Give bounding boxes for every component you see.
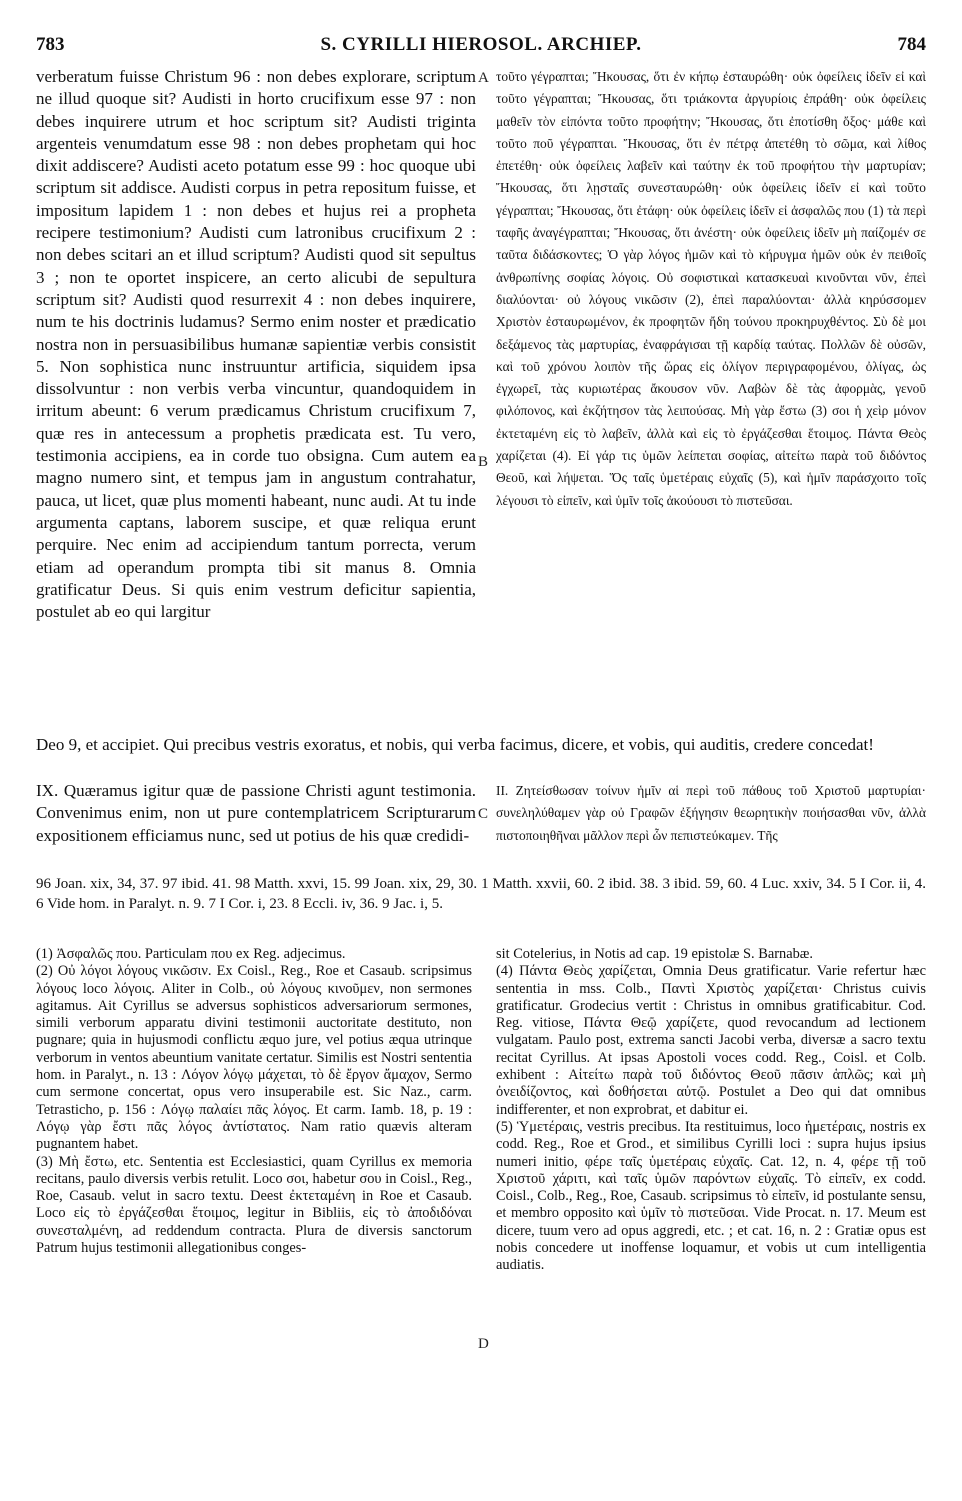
- note-4: (4) Πάντα Θεὸς χαρίζεται, Omnia Deus gratificatur. Varie refertur hæc sententia in mss. Colb., Παντὶ Χριστὸς χαρίζεται· Christus cuivis gratificatur. Grodecius vertit : Christus in omnibus gratificabitur. Cod. Reg. vitiose, Πάντα Θεῷ χαρίζετε, quod revocandum ad lectionem vulgatam. Paulo post, extrema sancti Jacobi verba, diversæ a sacro textu recitat Cyrillus. At ipsas Apostoli voces codd. Reg., Coisl. et Colb. exhibent : Αἰτείτω παρὰ τοῦ διδόντος Θεοῦ πᾶσιν ἁπλῶς; καὶ μὴ ὀνειδίζοντος, καὶ δοθήσεται αὐτῷ. Postulet a Deo qui dat omnibus indifferenter, et non exprobrat, et dabitur ei.: [496, 963, 926, 1118]
- notes-right-column: [496, 946, 926, 1275]
- scripture-references: [36, 874, 926, 914]
- latin-paragraph-ix: IX. Quæramus igitur quæ de passione Christi agunt testimonia. Convenimus enim, non ut pure contemplatricem Scripturarum expositionem efficiamus nunc, sed ut potius de his quæ credidi-: [36, 781, 476, 845]
- greek-column-top: [496, 66, 926, 512]
- note-3: (3) Μὴ ἔστω, etc. Sententia est Ecclesiastici, quam Cyrillus ex memoria recitans, paulo diversis verbis retulit. Loco σοι, habetur σου in Coisl., Reg., Roe, Casaub. velut in sacro textu. Deest ἐκτεταμένη in Roe et Casaub. Loco εἰς τὸ ἐργάζεσθαι ἕτοιμος, legitur in Bibliis, εἰς τὸ ἀποδιδόναι συνεσταλμένη, ad reddendum contracta. Plura de diversis sanctorum Patrum hujus testimonii allegationibus conges-: [36, 1153, 472, 1257]
- page-header: [36, 34, 926, 56]
- latin-paragraph: verberatum fuisse Christum 96 : non debes explorare, scriptum ne illud quoque sit? Audisti in horto crucifixum esse 97 : non debes inquirere utrum et hoc scriptum sit? Audisti triginta argenteis venumdatum esse 98 : non debes prophetam qui hoc dixit addiscere? Audisti aceto potatum esse 99 : hoc quoque ubi scriptum sit addisce. Audisti corpus in petra repositum fuisse, et impositum lapidem 1 : non debes et hujus rei a propheta recipere testimonium? Audisti cum latronibus crucifixum 2 : non debes scitari an et illud scriptum? Audisti quod sit sepultus 3 ; non te oportet inspicere, an certo alicubi de sepultura scriptum sit? Audisti quod resurrexit 4 : non debes inquirere, num te his doctrinis ludamus? Sermo enim noster et prædicatio nostra non in persuasibilibus humanæ sapientiæ verbis consistit 5. Non sophistica nunc instruuntur artificia, siquidem ipsa dissolvuntur : non verbis verba vincuntur, quandoquidem in irritum abeunt: 6 verum prædicamus Christum crucifixum 7, quæ res in antecessum a prophetis prædicata est. Tu vero, testimonia accipiens, ea in corde tuo obsigna. Cum autem ea magno numero sint, et tempus jam in angustum contrahatur, pauca, ut licet, quæ plus momenti habeant, nunc audi. At tu inde argumenta captans, laborem suscipe, et quæ reliqua erunt perquire. Nec enim ad accipiendum tantum porrecta, verum etiam ad operandum prompta tibi sit manus 8. Omnia gratificatur Deus. Si quis enim vestrum deficitur sapientia, postulet ab eo qui largitur: [36, 67, 476, 622]
- latin-column-top: [36, 66, 476, 623]
- note-3-continued: sit Cotelerius, in Notis ad cap. 19 epistolæ S. Barnabæ.: [496, 946, 813, 962]
- note-2: (2) Οὐ λόγοι λόγους νικῶσιν. Ex Coisl., Reg., Roe et Casaub. scripsimus λόγους loco λόγοις. Aliter in Colb., οὐ λόγους κινοῦμεν, non sermones agitamus. Ait Cyrillus se adversus sophisticos adversariorum sermones, simili verborum apparatu divini testimonii auctoritate destituto, non pugnare; quia in hujusmodi conflictu æquo jure, vel potius æqua utrinque verborum in ventos abeuntium vanitate certatur. Similis est Nostri sententia hom. in Paralyt., n. 13 : Λόγον λόγῳ μάχεται, τὸ δὲ ἔργον ἄμαχον, Sermo cum sermone concertat, opus vero insuperabile est. Sic Naz., carm. Tetrasticho, p. 156 : Λόγῳ παλαίει πᾶς λόγος. Et carm. Iamb. 18, p. 19 : Λόγῳ γὰρ ἔστι πᾶς λόγος ἀντίστατος. Nam ratio quævis alteram pugnantem habet.: [36, 963, 472, 1153]
- full-width-text: [36, 734, 926, 756]
- note-1: (1) Ἀσφαλῶς που. Particulam που ex Reg. adjecimus.: [36, 946, 346, 962]
- margin-letter-b: B: [478, 454, 489, 470]
- latin-column-section-ix: [36, 780, 476, 847]
- margin-letter-d: D: [478, 1336, 489, 1352]
- margin-letter-a: A: [478, 70, 489, 86]
- references-text: 96 Joan. xix, 34, 37. 97 ibid. 41. 98 Matth. xxvi, 15. 99 Joan. xix, 29, 30. 1 Matth. xxvii, 60. 2 ibid. 38. 3 ibid. 59, 60. 4 Luc. xxiv, 34. 5 I Cor. ii, 4. 6 Vide hom. in Paralyt. n. 9. 7 I Cor. i, 23. 8 Eccli. iv, 36. 9 Jac. i, 5.: [36, 876, 926, 912]
- greek-paragraph: τοῦτο γέγραπται; Ἤκουσας, ὅτι ἐν κήπῳ ἐσταυρώθη· οὐκ ὀφείλεις ἰδεῖν εἰ καὶ τοῦτο γέγραπται; Ἤκουσας, ὅτι τριάκοντα ἀργυρίοις ἐπράθη· οὐκ ὀφείλεις μαθεῖν τὸν εἰπόντα τοῦτο προφήτην; Ἤκουσας, ὅτι ἐποτίσθη ὄξος· μάθε καὶ τοῦτο ποῦ γέγραπται. Ἤκουσας, ὅτι ἐν πέτρᾳ ἀπετέθη τὸ σῶμα, καὶ λίθος ἐπετέθη· οὐκ ὀφείλεις λαβεῖν καὶ ταύτην ἐκ τοῦ προφήτου τὴν μαρτυρίαν; Ἤκουσας, ὅτι λῃσταῖς συνεσταυρώθη· οὐκ ὀφείλεις ἰδεῖν εἰ καὶ τοῦτο γέγραπται; Ἤκουσας, ὅτι ἐτάφη· οὐκ ὀφείλεις ἰδεῖν εἰ ἀσφαλῶς που (1) τὰ περὶ ταφῆς ἀναγέγραπται; Ἤκουσας, ὅτι ἀνέστη· οὐκ ὀφείλεις ἰδεῖν μὴ παίζομέν σε ταῦτα διδάσκοντες; Ὁ γὰρ λόγος ἡμῶν καὶ τὸ κήρυγμα ἡμῶν οὐκ ἐν πειθοῖς ἀνθρωπίνης σοφίας λόγοις. Οὐ σοφιστικαὶ κατασκευαὶ κινοῦνται νῦν, ἐπεὶ διαλύονται· οὐ λόγους νικῶσιν (2), ἐπεὶ παραλύονται· ἀλλὰ κηρύσσομεν Χριστὸν ἐσταυρωμένον, ἐκ προφητῶν ἤδη τούνου προκηρυχθέντος. Σὺ δὲ μοι δεξάμενος τὰς μαρτυρίας, ἐναφράγισαι τῇ καρδίᾳ ταύτας. Πολλῶν δὲ οὐσῶν, καὶ τοῦ χρόνου λοιπὸν τῆς ὥρας εἰς ὀλίγον περιγραφομένου, ὀλίγας, ὡς ἐγχωρεῖ, τὰς κυριωτέρας ἄκουσον νῦν. Λαβὼν δὲ τὰς ἀφορμὰς, γενοῦ φιλόπονος, καὶ ἐκζήτησον τὰς λειπούσας. Μὴ γὰρ ἔστω (3) σοι ἡ χεὶρ μόνον ἐκτεταμένη εἰς τὸ λαβεῖν, ἀλλὰ καὶ εἰς τὸ ἐργάζεσθαι ἕτοιμος. Πάντα Θεὸς χαρίζεται (4). Εἰ γάρ τις ὑμῶν λείπεται σοφίας, αἰτείτω παρὰ τοῦ διδόντος Θεοῦ, καὶ λήψεται. Ὅς ταῖς ὑμετέραις εὐχαῖς (5), καὶ ἡμῖν παράσχοιτο τοῖς λέγουσι τὸ εἰπεῖν, καὶ ὑμῖν τοῖς ἀκούουσι τὸ πιστεῦσαι.: [496, 69, 926, 508]
- greek-column-section-ii: [496, 780, 926, 847]
- notes-left-column: [36, 946, 472, 1257]
- span-paragraph: Deo 9, et accipiet. Qui precibus vestris exoratus, et nobis, qui verba facimus, dicere, et vobis, qui auditis, credere concedat!: [36, 735, 874, 754]
- greek-paragraph-ii: II. Ζητείσθωσαν τοίνυν ἡμῖν αἱ περὶ τοῦ πάθους τοῦ Χριστοῦ μαρτυρίαι· συνεληλύθαμεν γὰρ οὐ Γραφῶν ἐξήγησιν θεωρητικὴν ποιήσασθαι νῦν, ἀλλὰ πιστοποιηθῆναι μᾶλλον περὶ ὧν πεπιστεύκαμεν. Τῆς: [496, 783, 926, 843]
- left-page-number: 783: [36, 34, 65, 55]
- margin-letter-c: C: [478, 806, 489, 822]
- note-5: (5) Ὑμετέραις, vestris precibus. Ita restituimus, loco ἡμετέραις, nostris ex codd. Reg., Roe et Grod., et similibus Cyrilli loci : supra hujus ipsius numeri initio, φέρε ταῖς ὑμετέραις εὐχαῖς. Cat. 12, n. 4, φέρε τῇ τοῦ Χριστοῦ χάριτι, καὶ ταῖς ὑμῶν παρόντων εὐχαῖς. Τὸ εἰπεῖν, ex codd. Coisl., Colb., Reg., Roe, Casaub. scripsimus τὸ εἰπεῖν, id postulante sensu, et membro opposito καὶ ὑμῖν τὸ πιστεῦσαι. Vide Procat. n. 17. Meum est dicere, tuum vero ad opus aggredi, etc. ; et cat. 16, n. 2 : Gratiæ opus est nobis concedere ut inoffense loquamur, et vobis ut cum intelligentia audiatis.: [496, 1118, 926, 1274]
- running-title: S. CYRILLI HIEROSOL. ARCHIEP.: [320, 34, 642, 55]
- right-page-number: 784: [897, 34, 926, 55]
